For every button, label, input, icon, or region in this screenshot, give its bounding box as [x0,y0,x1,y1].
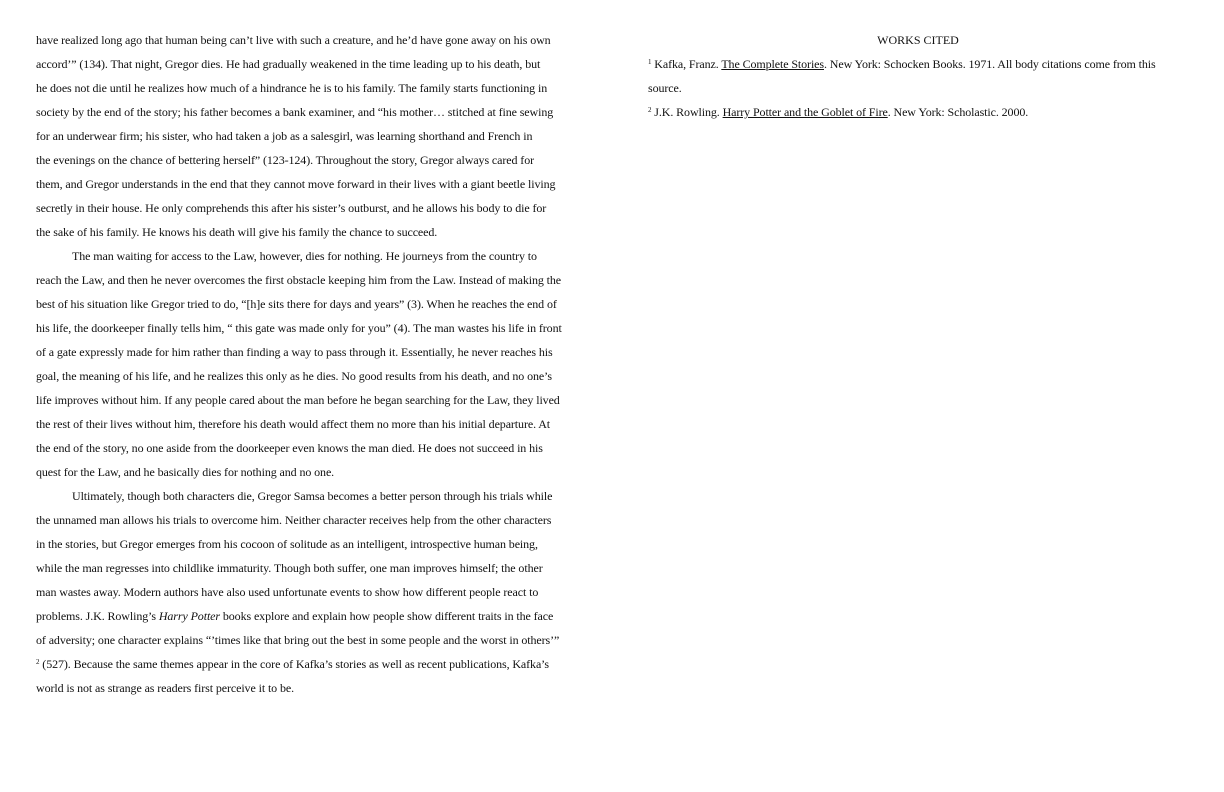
essay-line: in the stories, but Gregor emerges from his cocoon of solitude as an intelligent, introspective human being, [36,537,538,551]
essay-line: of a gate expressly made for him rather than finding a way to pass through it. Essentially, he never reaches his [36,345,553,359]
citation-entry [648,52,1193,76]
essay-line: life improves without him. If any people cared about the man before he began searching for the Law, they lived [36,393,560,407]
citation-entry [648,100,1193,124]
citation-title: Harry Potter and the Goblet of Fire [722,105,888,119]
works-cited-heading: WORKS CITED [877,33,959,47]
essay-paragraph-start: The man waiting for access to the Law, however, dies for nothing. He journeys from the country to [72,249,537,263]
footnote-marker: 2 [36,658,40,666]
essay-text: books explore and explain how people show different traits in the face [219,609,554,623]
citation-author: Kafka, Franz. [651,57,722,71]
works-cited-page [648,28,1193,124]
essay-line: quest for the Law, and he basically dies for nothing and no one. [36,465,335,479]
essay-line: secretly in their house. He only comprehends this after his sister’s outburst, and he allows his body to die for [36,201,547,215]
essay-line: the end of the story, no one aside from the doorkeeper even knows the man died. He does not succeed in his [36,441,543,455]
essay-line: for an underwear firm; his sister, who had taken a job as a salesgirl, was learning shorthand and French in [36,129,533,143]
essay-line: his life, the doorkeeper finally tells him, “ this gate was made only for you” (4). The man wastes his life in front [36,321,562,335]
citation-details: . New York: Scholastic. 2000. [887,105,1029,119]
essay-line: accord’” (134). That night, Gregor dies. He had gradually weakened in the time leading up to his death, but [36,57,541,71]
essay-line: world is not as strange as readers first perceive it to be. [36,681,295,695]
essay-line: the sake of his family. He knows his death will give his family the chance to succeed. [36,225,438,239]
essay-line: have realized long ago that human being can’t live with such a creature, and he’d have gone away on his own [36,33,551,47]
footnote-marker: 1 [648,58,652,66]
essay-page [36,28,581,700]
essay-line: them, and Gregor understands in the end that they cannot move forward in their lives with a giant beetle living [36,177,556,191]
essay-line [36,604,581,628]
essay-line: the rest of their lives without him, therefore his death would affect them no more than his initial departure. At [36,417,551,431]
book-title: Harry Potter [158,609,220,623]
citation-continuation: source. [648,81,682,95]
essay-line: goal, the meaning of his life, and he realizes this only as he dies. No good results from his death, and no one’s [36,369,552,383]
essay-line: of adversity; one character explains “’times like that bring out the best in some people and the worst in others’” [36,633,560,647]
essay-paragraph-start: Ultimately, though both characters die, Gregor Samsa becomes a better person through his trials while [72,489,553,503]
essay-line: reach the Law, and then he never overcomes the first obstacle keeping him from the Law. Instead of making the [36,273,562,287]
essay-line [36,652,581,676]
essay-text: problems. J.K. Rowling’s [36,609,159,623]
footnote-marker: 2 [648,106,652,114]
essay-line: man wastes away. Modern authors have also used unfortunate events to show how different people react to [36,585,539,599]
essay-line: society by the end of the story; his father becomes a bank examiner, and “his mother… stitched at fine sewing [36,105,554,119]
essay-text: (527). Because the same themes appear in the core of Kafka’s stories as well as recent publications, Kafka’s [39,657,549,671]
citation-author: J.K. Rowling. [651,105,723,119]
essay-line: the evenings on the chance of bettering herself” (123-124). Throughout the story, Gregor always cared for [36,153,534,167]
essay-line: he does not die until he realizes how much of a hindrance he is to his family. The family starts functioning in [36,81,548,95]
essay-line: the unnamed man allows his trials to overcome him. Neither character receives help from the other characters [36,513,552,527]
citation-title: The Complete Stories [721,57,824,71]
citation-details: . New York: Schocken Books. 1971. All body citations come from this [823,57,1156,71]
essay-line: best of his situation like Gregor tried to do, “[h]e sits there for days and years” (3). When he reaches the end of [36,297,557,311]
essay-line: while the man regresses into childlike immaturity. Though both suffer, one man improves himself; the other [36,561,543,575]
